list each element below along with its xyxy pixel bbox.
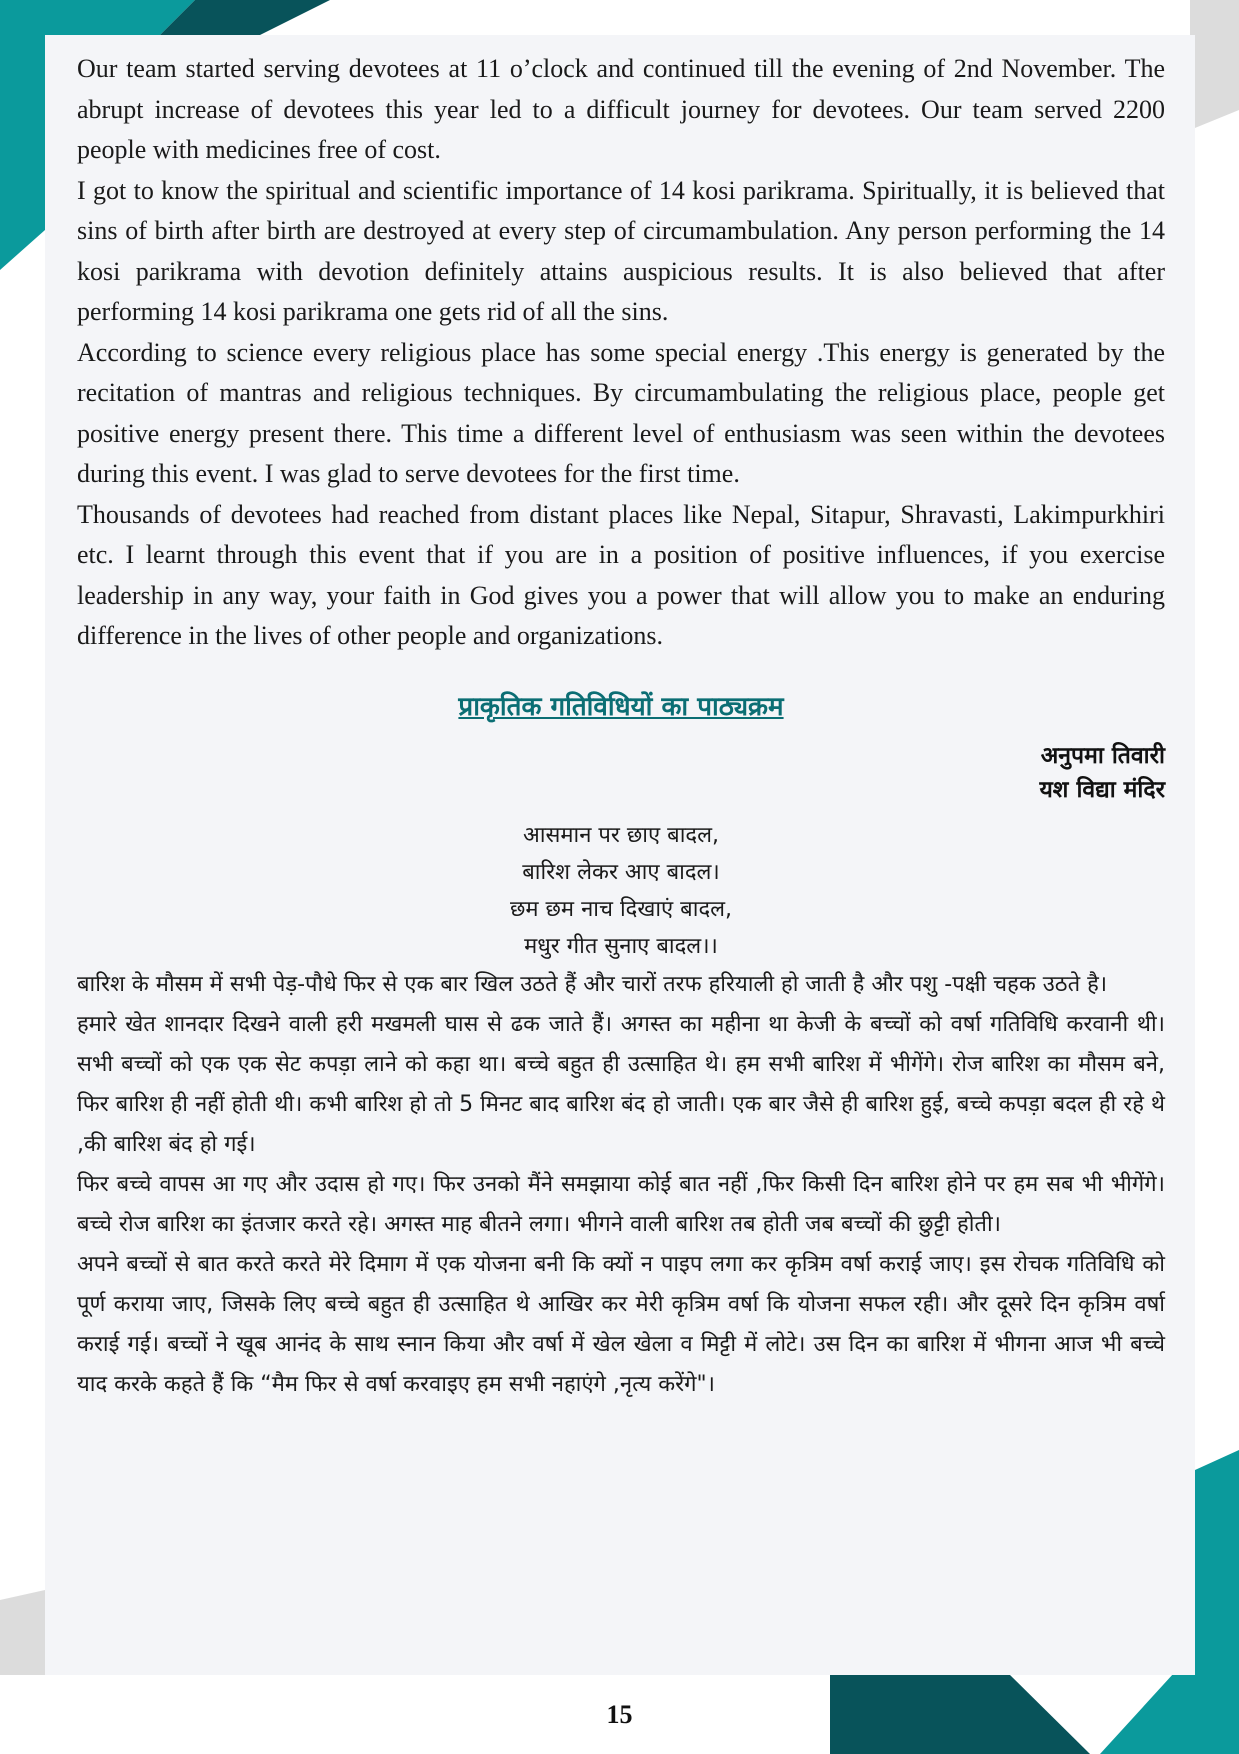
paragraph: हमारे खेत शानदार दिखने वाली हरी मखमली घास से ढक जाते हैं। अगस्त का महीना था केजी के बच्चों को वर्षा गतिविधि करवानी थी। सभी बच्चों को एक एक सेट कपड़ा लाने को कहा था। बच्चे बहुत ही उत्साहित थे। हम सभी बारिश में भीगेंगे। रोज बारिश का मौसम बने, फिर बारिश ही नहीं होती थी। कभी बारिश हो तो 5 मिनट बाद बारिश बंद हो जाती। एक बार जैसे ही बारिश हुई, बच्चे कपड़ा बदल ही रहे थे ,की बारिश बंद हो गई। bbox=[77, 1011, 1165, 1157]
paragraph: बारिश के मौसम में सभी पेड़-पौधे फिर से एक बार खिल उठते हैं और चारों तरफ हरियाली हो जाती है और पशु -पक्षी चहक उठते है। bbox=[77, 971, 1108, 997]
paragraph: अपने बच्चों से बात करते करते मेरे दिमाग में एक योजना बनी कि क्यों न पाइप लगा कर कृत्रिम वर्षा कराई जाए। इस रोचक गतिविधि को पूर्ण कराया जाए, जिसके लिए बच्चे बहुत ही उत्साहित थे आखिर कर मेरी कृत्रिम वर्षा कि योजना सफल रही। और दूसरे दिन कृत्रिम वर्षा कराई गई। बच्चों ने खूब आनंद के साथ स्नान किया और वर्षा में खेल खेला व मिट्टी में लोटे। उस दिन का बारिश में भीगना आज भी बच्चे याद करके कहते हैं कि “मैम फिर से वर्षा करवाइए हम सभी नहाएंगे ,नृत्य करेंगे"। bbox=[77, 1251, 1165, 1397]
page-card bbox=[45, 35, 1195, 1675]
paragraph: I got to know the spiritual and scientific importance of 14 kosi parikrama. Spiritually, it is believed that sins of birth after birth are destroyed at every step of circumambulation. Any person performing the 14 kosi parikrama with devotion definitely attains auspicious results. It is also believed that after performing 14 kosi parikrama one gets rid of all the sins. bbox=[77, 175, 1165, 326]
hindi-article bbox=[77, 965, 1165, 1405]
poem bbox=[77, 817, 1165, 965]
paragraph: फिर बच्चे वापस आ गए और उदास हो गए। फिर उनको मैंने समझाया कोई बात नहीं ,फिर किसी दिन बारिश होने पर हम सब भी भीगेंगे। बच्चे रोज बारिश का इंतजार करते रहे। अगस्त माह बीतने लगा। भीगने वाली बारिश तब होती जब बच्चों की छुट्टी होती। bbox=[77, 1171, 1165, 1237]
article-title: प्राकृतिक गतिविधियों का पाठ्यक्रम bbox=[458, 691, 784, 722]
paragraph: Thousands of devotees had reached from distant places like Nepal, Sitapur, Shravasti, Lakimpurkhiri etc. I learnt through this event that if you are in a position of positive influences, if you exercise leadership in any way, your faith in God gives you a power that will allow you to make an enduring difference in the lives of other people and organizations. bbox=[77, 499, 1165, 650]
poem-line: छम छम नाच दिखाएं बादल, bbox=[509, 896, 733, 922]
author-name: अनुपमा तिवारी bbox=[1040, 742, 1165, 769]
poem-line: मधुर गीत सुनाए बादल।। bbox=[524, 933, 718, 959]
poem-line: बारिश लेकर आए बादल। bbox=[522, 859, 720, 885]
page-number: 15 bbox=[606, 1700, 633, 1729]
paragraph: According to science every religious place has some special energy .This energy is generated by the recitation of mantras and religious techniques. By circumambulating the religious place, people get positive energy present there. This time a different level of enthusiasm was seen within the devotees during this event. I was glad to serve devotees for the first time. bbox=[77, 337, 1165, 488]
paragraph: Our team started serving devotees at 11 o’clock and continued till the evening of 2nd November. The abrupt increase of devotees this year led to a difficult journey for devotees. Our team served 2200 people with medicines free of cost. bbox=[77, 54, 1165, 164]
poem-line: आसमान पर छाए बादल, bbox=[522, 822, 720, 848]
english-article bbox=[77, 49, 1165, 657]
school-name: यश विद्या मंदिर bbox=[1039, 776, 1165, 803]
